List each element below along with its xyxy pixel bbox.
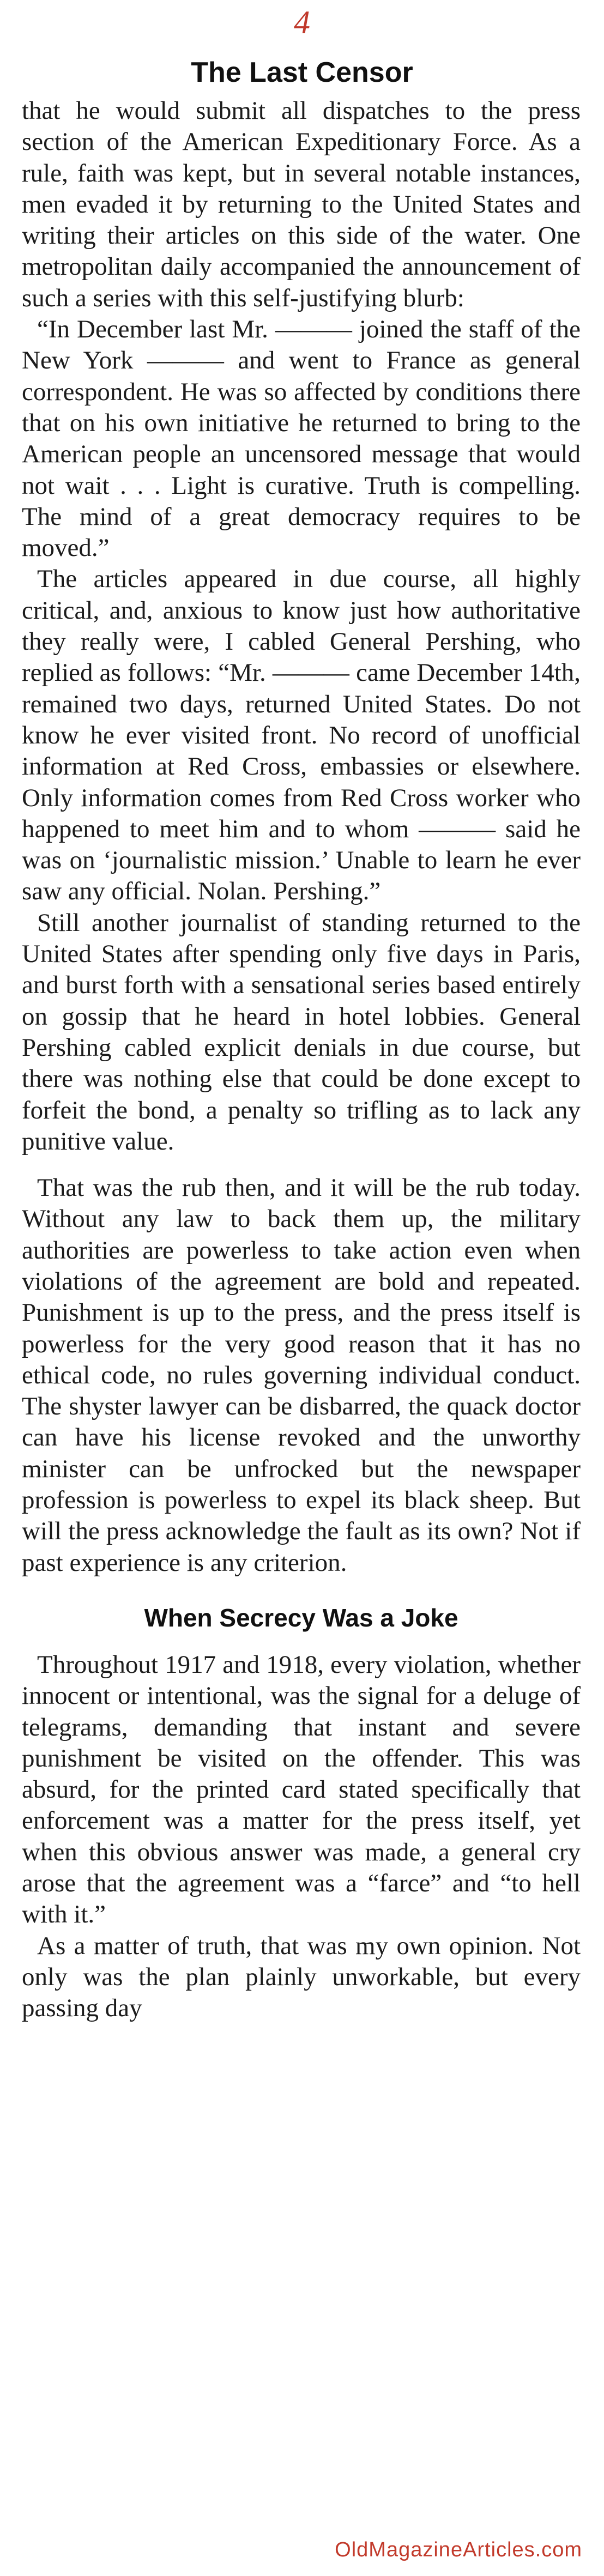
paragraph-continuation: that he would submit all dispatches to the press section of the American Expeditionary Force. As a rule, faith was kept, but in several notable instances, men evaded it by returning to the United States and writing their articles on this side of the water. One metropolitan daily accompanied the announcement of such a series with this self-justifying blurb: [22, 96, 581, 312]
paragraph-throughout-1917: Throughout 1917 and 1918, every violation, whether innocent or intentional, was the signal for a deluge of telegrams, demanding that instant and severe punishment be visited on the offender. This was absurd, for the printed card stated specifically that enforcement was a matter for the press itself, yet when this obvious answer was made, a general cry arose that the agreement was a “farce” and “to hell with it.” [22, 1650, 581, 1929]
paragraph-matter-of-truth: As a matter of truth, that was my own opinion. Not only was the plan plainly unworkable, but every passing day [22, 1931, 581, 2023]
site-watermark-footer: OldMagazineArticles.com [335, 2538, 582, 2561]
paragraph-pershing-cable: The articles appeared in due course, all highly critical, and, anxious to know just how authoritative they really were, I cabled General Pershing, who replied as follows: “Mr. ——— came December 14th, remained two days, returned United States. Do not know he ever visited front. No record of unofficial information at Red Cross, embassies or elsewhere. Only information comes from Red Cross worker who happened to meet him and to whom ——— said he was on ‘journalistic mission.’ Unable to learn he ever saw any official. Nolan. Pershing.” [22, 565, 581, 906]
paragraph-another-journalist: Still another journalist of standing returned to the United States after spending only five days in Paris, and burst forth with a sensational series based entirely on gossip that he heard in hotel lobbies. General Pershing cabled explicit denials in due course, but there was nothing else that could be done except to forfeit the bond, a penalty so trifling as to lack any punitive value. [22, 908, 581, 1156]
section-subheading: When Secrecy Was a Joke [144, 1603, 458, 1632]
page-number: 4 [294, 4, 310, 40]
article-title: The Last Censor [191, 57, 413, 88]
paragraph-the-rub: That was the rub then, and it will be the rub today. Without any law to back them up, the military authorities are powerless to take action even when violations of the agreement are bold and repeated. Punishment is up to the press, and the press itself is powerless for the very good reason that it has no ethical code, no rules governing individual conduct. The shyster lawyer can be disbarred, the quack doctor can have his license revoked and the unworthy minister can be unfrocked but the newspaper profession is powerless to expel its black sheep. But will the press acknowledge the fault as its own? Not if past experience is any criterion. [22, 1174, 581, 1577]
paragraph-quote-blurb: “In December last Mr. ——— joined the staff of the New York ——— and went to France as general correspondent. He was so affected by conditions there that on his own initiative he returned to bring to the American people an uncensored message that would not wait . . . Light is curative. Truth is compelling. The mind of a great democracy requires to be moved.” [22, 315, 581, 563]
article-body [22, 95, 581, 2024]
